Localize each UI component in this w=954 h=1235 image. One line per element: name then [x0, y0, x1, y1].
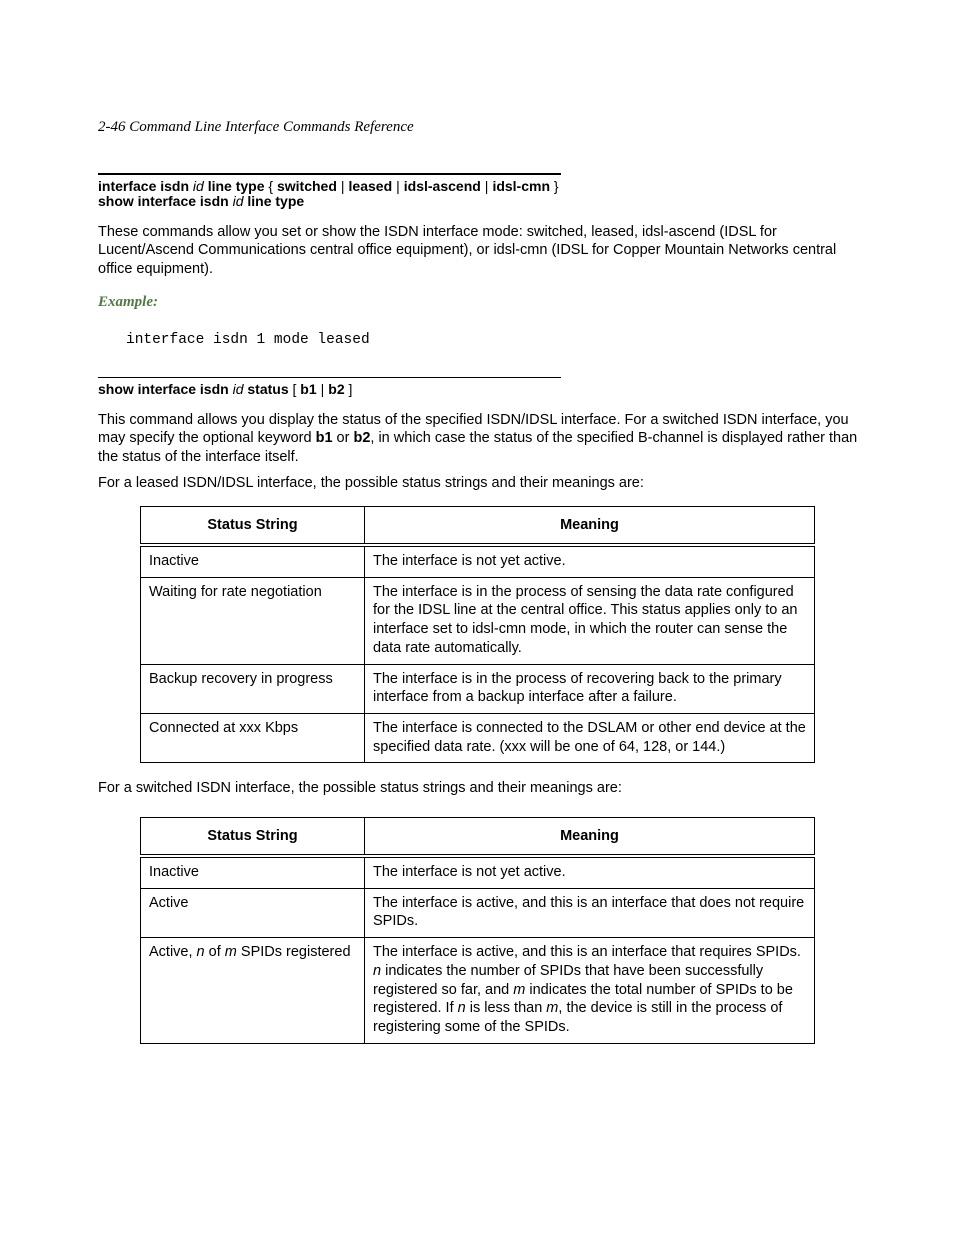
- option: b2: [328, 381, 345, 397]
- variable-m: m: [546, 1000, 559, 1017]
- table-header-row: [141, 818, 815, 857]
- keyword: status: [247, 381, 289, 397]
- variable-n: n: [196, 944, 205, 961]
- keyword-b2: b2: [353, 430, 371, 447]
- column-header-status: Status String: [141, 507, 365, 546]
- meaning-cell: The interface is in the process of sensing the data rate configured for the IDSL line at the central office. This status applies only to an interface set to idsl-cmn mode, in which the router can sense the data rate automatically.: [365, 577, 815, 664]
- option: switched: [276, 178, 337, 194]
- command-syntax-status: [98, 381, 352, 397]
- table-row: [141, 888, 815, 937]
- brace: }: [553, 178, 559, 194]
- page-header: 2-46 Command Line Interface Commands Reference: [98, 119, 414, 135]
- keyword: line type: [207, 178, 265, 194]
- text-run: , the device is still in the process of registering some of the SPIDs.: [373, 1000, 783, 1035]
- separator: |: [484, 178, 489, 194]
- status-cell: Backup recovery in progress: [141, 664, 365, 713]
- option: leased: [348, 178, 393, 194]
- argument: id: [192, 178, 204, 194]
- table-row: [141, 938, 815, 1044]
- text-run: of: [204, 944, 225, 961]
- column-header-status: Status String: [141, 818, 365, 857]
- variable-n: n: [457, 1000, 466, 1017]
- status-cell: [141, 938, 365, 1044]
- text-run: Active,: [149, 944, 197, 961]
- text-run: or: [332, 430, 354, 447]
- example-label: Example:: [98, 294, 158, 310]
- option: idsl-cmn: [492, 178, 551, 194]
- switched-table-intro: For a switched ISDN interface, the possible status strings and their meanings are:: [98, 780, 622, 796]
- variable-m: m: [513, 981, 526, 998]
- text-run: This command allows you display the status of the specified ISDN/IDSL interface. For a switched ISDN interface, you may specify the optional keyword: [98, 412, 849, 447]
- section2-description: [98, 411, 858, 466]
- table-row: [141, 664, 815, 713]
- bracket: [: [292, 381, 297, 397]
- status-cell: Waiting for rate negotiation: [141, 577, 365, 664]
- text-run: SPIDs registered: [236, 944, 351, 961]
- text-run: The interface is active, and this is an interface that requires SPIDs.: [373, 944, 801, 961]
- option: idsl-ascend: [403, 178, 481, 194]
- variable-m: m: [224, 944, 237, 961]
- argument: id: [232, 193, 244, 209]
- meaning-cell: [365, 938, 815, 1044]
- status-cell: Connected at xxx Kbps: [141, 713, 365, 762]
- text-run: indicates the total number of SPIDs to be registered. If: [373, 981, 793, 1017]
- section-rule: [98, 377, 561, 378]
- status-cell: Inactive: [141, 856, 365, 888]
- section1-description: These commands allow you set or show the ISDN interface mode: switched, leased, idsl-ascend (IDSL for Lucent/Ascend Communications central office equipment), or idsl-cmn (IDSL for Copper Mountain Networks central office equipment).: [98, 224, 837, 277]
- column-header-meaning: Meaning: [365, 818, 815, 857]
- meaning-cell: The interface is active, and this is an interface that does not require SPIDs.: [365, 888, 815, 937]
- text-run: , in which case the status of the specified B-channel is displayed rather than the status of the interface itself.: [98, 430, 858, 465]
- leased-table-intro: For a leased ISDN/IDSL interface, the possible status strings and their meanings are:: [98, 475, 644, 491]
- meaning-cell: The interface is connected to the DSLAM or other end device at the specified data rate. (xxx will be one of 64, 128, or 144.): [365, 713, 815, 762]
- keyword: show interface isdn: [98, 193, 229, 209]
- column-header-meaning: Meaning: [365, 507, 815, 546]
- section-rule: [98, 173, 561, 175]
- command-syntax-line-1: [98, 178, 559, 194]
- meaning-cell: The interface is not yet active.: [365, 856, 815, 888]
- separator: |: [320, 381, 325, 397]
- switched-status-table: [140, 817, 815, 1044]
- text-run: is less than: [465, 1000, 547, 1017]
- table-row: [141, 577, 815, 664]
- command-syntax-line-2: [98, 193, 304, 209]
- keyword: interface isdn: [98, 178, 190, 194]
- separator: |: [396, 178, 400, 194]
- separator: |: [340, 178, 345, 194]
- keyword: show interface isdn: [98, 381, 229, 397]
- status-cell: Inactive: [141, 545, 365, 577]
- brace: {: [268, 178, 274, 194]
- meaning-cell: The interface is in the process of recovering back to the primary interface from a backup interface after a failure.: [365, 664, 815, 713]
- table-row: [141, 713, 815, 762]
- keyword-b1: b1: [315, 430, 333, 447]
- option: b1: [300, 381, 317, 397]
- leased-status-table: [140, 506, 815, 763]
- table-row: [141, 856, 815, 888]
- variable-n: n: [373, 962, 382, 979]
- example-code: interface isdn 1 mode leased: [126, 332, 370, 348]
- argument: id: [232, 381, 244, 397]
- table-row: [141, 545, 815, 577]
- text-run: indicates the number of SPIDs that have been successfully registered so far, and: [373, 962, 764, 998]
- status-cell: Active: [141, 888, 365, 937]
- meaning-cell: The interface is not yet active.: [365, 545, 815, 577]
- table-header-row: [141, 507, 815, 546]
- keyword: line type: [247, 193, 305, 209]
- bracket: ]: [348, 381, 353, 397]
